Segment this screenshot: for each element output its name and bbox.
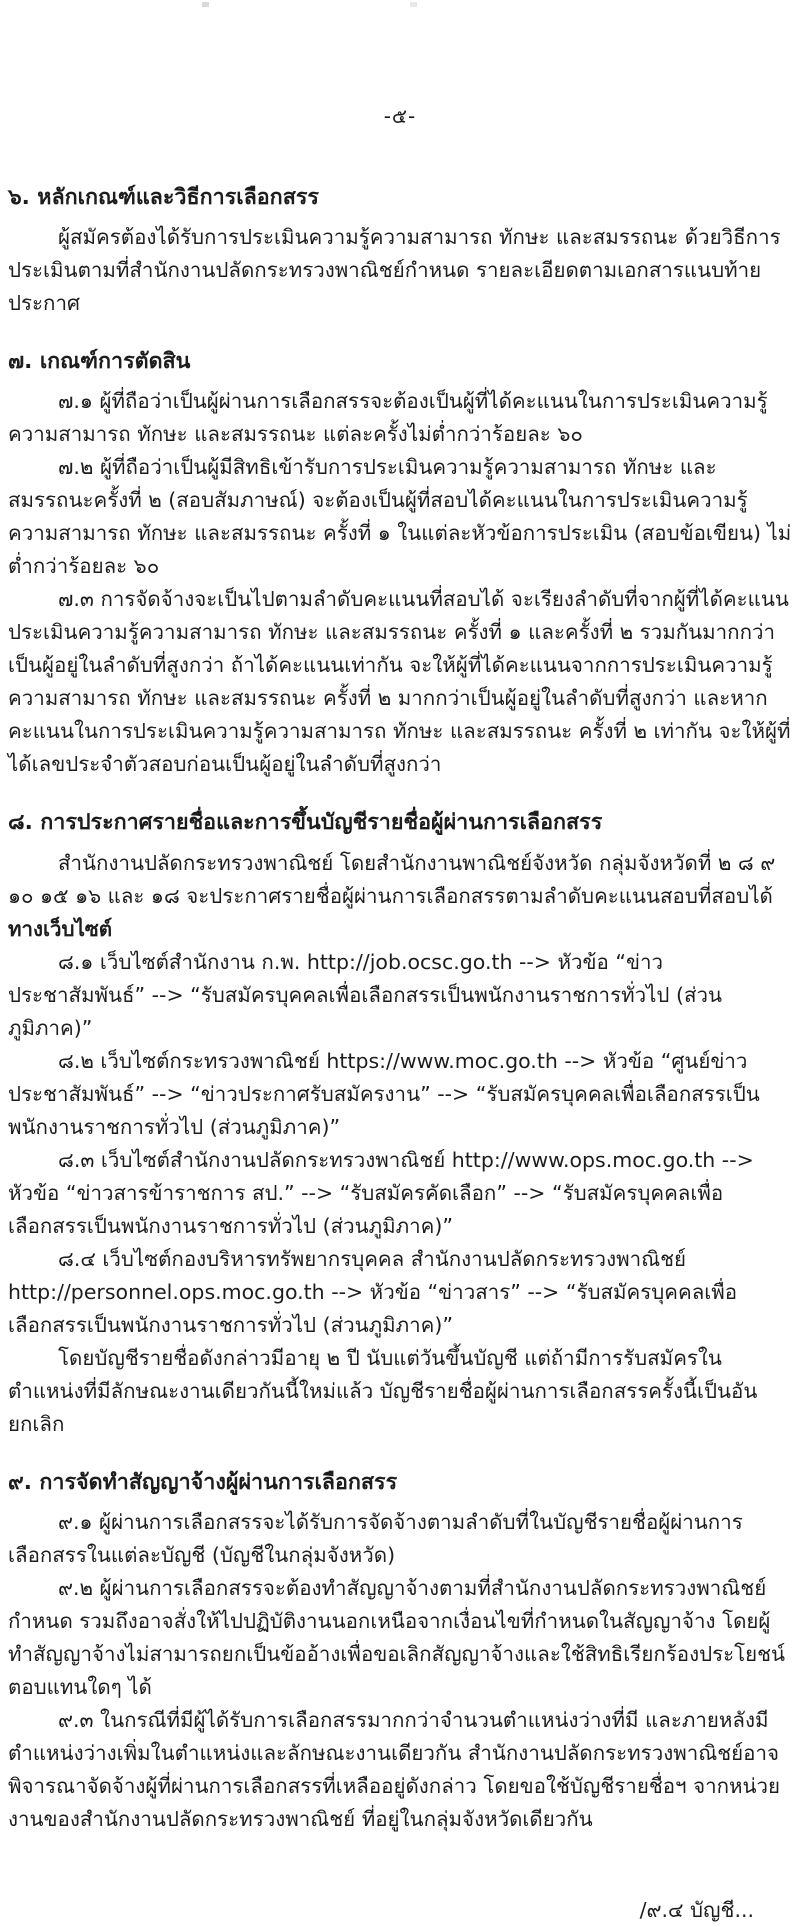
clause-7-3: ๗.๓ การจัดจ้างจะเป็นไปตามลำดับคะแนนที่สอบได้ จะเรียงลำดับที่จากผู้ที่ได้คะแนนประเมินความรู้ความสามารถ ทักษะ และสมรรถนะ ครั้งที่ ๑ และครั้งที่ ๒ รวมกันมากกว่าเป็นผู้อยู่ในลำดับที่สูงกว่า ถ้าได้คะแนนเท่ากัน จะให้ผู้ที่ได้คะแนนจากการประเมินความรู้ความสามารถ ทักษะ และสมรรถนะ ครั้งที่ ๒ มากกว่าเป็นผู้อยู่ในลำดับที่สูงกว่า และหากคะแนนในการประเมินความรู้ความสามารถ ทักษะ และสมรรถนะ ครั้งที่ ๒ เท่ากัน จะให้ผู้ที่ได้เลขประจำตัวสอบก่อนเป็นผู้อยู่ในลำดับที่สูงกว่า — [8, 587, 791, 777]
clause-8-4: ๘.๔ เว็บไซต์กองบริหารทรัพยากรบุคคล สำนักงานปลัดกระทรวงพาณิชย์ http://personnel.ops.moc.go.th --> หัวข้อ “ข่าวสาร” --> “รับสมัครบุคคลเพื่อเลือกสรรเป็นพนักงานราชการทั่วไป (ส่วนภูมิภาค)” — [8, 1246, 738, 1337]
scan-artifact — [202, 2, 209, 7]
section-judging-criteria — [8, 346, 792, 781]
clause-9-1: ๙.๑ ผู้ผ่านการเลือกสรรจะได้รับการจัดจ้างตามลำดับที่ในบัญชีรายชื่อผู้ผ่านการเลือกสรรในแต่ละบัญชี (บัญชีในกลุ่มจังหวัด) — [8, 1509, 743, 1567]
page-number: -๕- — [383, 104, 417, 128]
continuation-note: /๙.๔ บัญชี... — [639, 1897, 754, 1922]
clause-7-2: ๗.๒ ผู้ที่ถือว่าเป็นผู้มีสิทธิเข้ารับการประเมินความรู้ความสามารถ ทักษะ และสมรรถนะครั้งที่ ๒ (สอบสัมภาษณ์) จะต้องเป็นผู้ที่สอบได้คะแนนในการประเมินความรู้ความสามารถ ทักษะ และสมรรถนะ ครั้งที่ ๑ ในแต่ละหัวข้อการประเมิน (สอบข้อเขียน) ไม่ต่ำกว่าร้อยละ ๖๐ — [8, 455, 792, 579]
section-8-intro-text: สำนักงานปลัดกระทรวงพาณิชย์ โดยสำนักงานพาณิชย์จังหวัด กลุ่มจังหวัดที่ ๒ ๘ ๙ ๑๐ ๑๕ ๑๖ และ ๑๘ จะประกาศรายชื่อผู้ผ่านการเลือกสรรตามลำดับคะแนนสอบที่สอบได้ — [8, 850, 776, 908]
section-8-closing: โดยบัญชีรายชื่อดังกล่าวมีอายุ ๒ ปี นับแต่วันขึ้นบัญชี แต่ถ้ามีการรับสมัครในตำแหน่งที่มีลักษณะงานเดียวกันนี้ใหม่แล้ว บัญชีรายชื่อผู้ผ่านการเลือกสรรครั้งนี้เป็นอันยกเลิก — [8, 1345, 758, 1436]
section-8-heading: ๘. การประกาศรายชื่อและการขึ้นบัญชีรายชื่อผู้ผ่านการเลือกสรร — [8, 810, 603, 836]
section-6-heading: ๖. หลักเกณฑ์และวิธีการเลือกสรร — [8, 185, 319, 210]
section-8-intro — [8, 847, 792, 946]
scan-artifact — [410, 2, 417, 7]
clause-8-1: ๘.๑ เว็บไซต์สำนักงาน ก.พ. http://job.ocsc.go.th --> หัวข้อ “ข่าวประชาสัมพันธ์” --> “รับสมัครบุคคลเพื่อเลือกสรรเป็นพนักงานราชการทั่วไป (ส่วนภูมิภาค)” — [8, 949, 722, 1040]
clause-9-3: ๙.๓ ในกรณีที่มีผู้ได้รับการเลือกสรรมากกว่าจำนวนตำแหน่งว่างที่มี และภายหลังมีตำแหน่งว่างเพิ่มในตำแหน่งและลักษณะงานเดียวกัน สำนักงานปลัดกระทรวงพาณิชย์อาจพิจารณาจัดจ้างผู้ที่ผ่านการเลือกสรรที่เหลืออยู่ดังกล่าว โดยขอใช้บัญชีรายชื่อฯ จากหน่วยงานของสำนักงานปลัดกระทรวงพาณิชย์ ที่อยู่ในกลุ่มจังหวัดเดียวกัน — [8, 1707, 781, 1831]
section-7-heading: ๗. เกณฑ์การตัดสิน — [8, 349, 191, 375]
section-9-heading: ๙. การจัดทำสัญญาจ้างผู้ผ่านการเลือกสรร — [8, 1469, 398, 1495]
section-announcement — [8, 807, 792, 1440]
section-8-intro-bold: ทางเว็บไซต์ — [8, 916, 113, 941]
clause-7-1: ๗.๑ ผู้ที่ถือว่าเป็นผู้ผ่านการเลือกสรรจะต้องเป็นผู้ที่ได้คะแนนในการประเมินความรู้ความสามารถ ทักษะ และสมรรถนะ แต่ละครั้งไม่ต่ำกว่าร้อยละ ๖๐ — [8, 389, 768, 447]
section-selection-criteria — [8, 182, 792, 320]
clause-8-3: ๘.๓ เว็บไซต์สำนักงานปลัดกระทรวงพาณิชย์ http://www.ops.moc.go.th --> หัวข้อ “ข่าวสารข้าราชการ สป.” --> “รับสมัครคัดเลือก” --> “รับสมัครบุคคลเพื่อเลือกสรรเป็นพนักงานราชการทั่วไป (ส่วนภูมิภาค)” — [8, 1147, 754, 1238]
section-employment-contract — [8, 1467, 792, 1836]
clause-8-2: ๘.๒ เว็บไซต์กระทรวงพาณิชย์ https://www.moc.go.th --> หัวข้อ “ศูนย์ข่าวประชาสัมพันธ์” --> “ข่าวประกาศรับสมัครงาน” --> “รับสมัครบุคคลเพื่อเลือกสรรเป็นพนักงานราชการทั่วไป (ส่วนภูมิภาค)” — [8, 1048, 760, 1139]
clause-9-2: ๙.๒ ผู้ผ่านการเลือกสรรจะต้องทำสัญญาจ้างตามที่สำนักงานปลัดกระทรวงพาณิชย์กำหนด รวมถึงอาจสั่งให้ไปปฏิบัติงานนอกเหนือจากเงื่อนไขที่กำหนดในสัญญาจ้าง โดยผู้ทำสัญญาจ้างไม่สามารถยกเป็นข้ออ้างเพื่อขอเลิกสัญญาจ้างและใช้สิทธิเรียกร้องประโยชน์ตอบแทนใดๆ ได้ — [8, 1575, 786, 1699]
section-6-paragraph: ผู้สมัครต้องได้รับการประเมินความรู้ความสามารถ ทักษะ และสมรรถนะ ด้วยวิธีการประเมินตามที่สำนักงานปลัดกระทรวงพาณิชย์กำหนด รายละเอียดตามเอกสารแนบท้ายประกาศ — [8, 225, 781, 316]
